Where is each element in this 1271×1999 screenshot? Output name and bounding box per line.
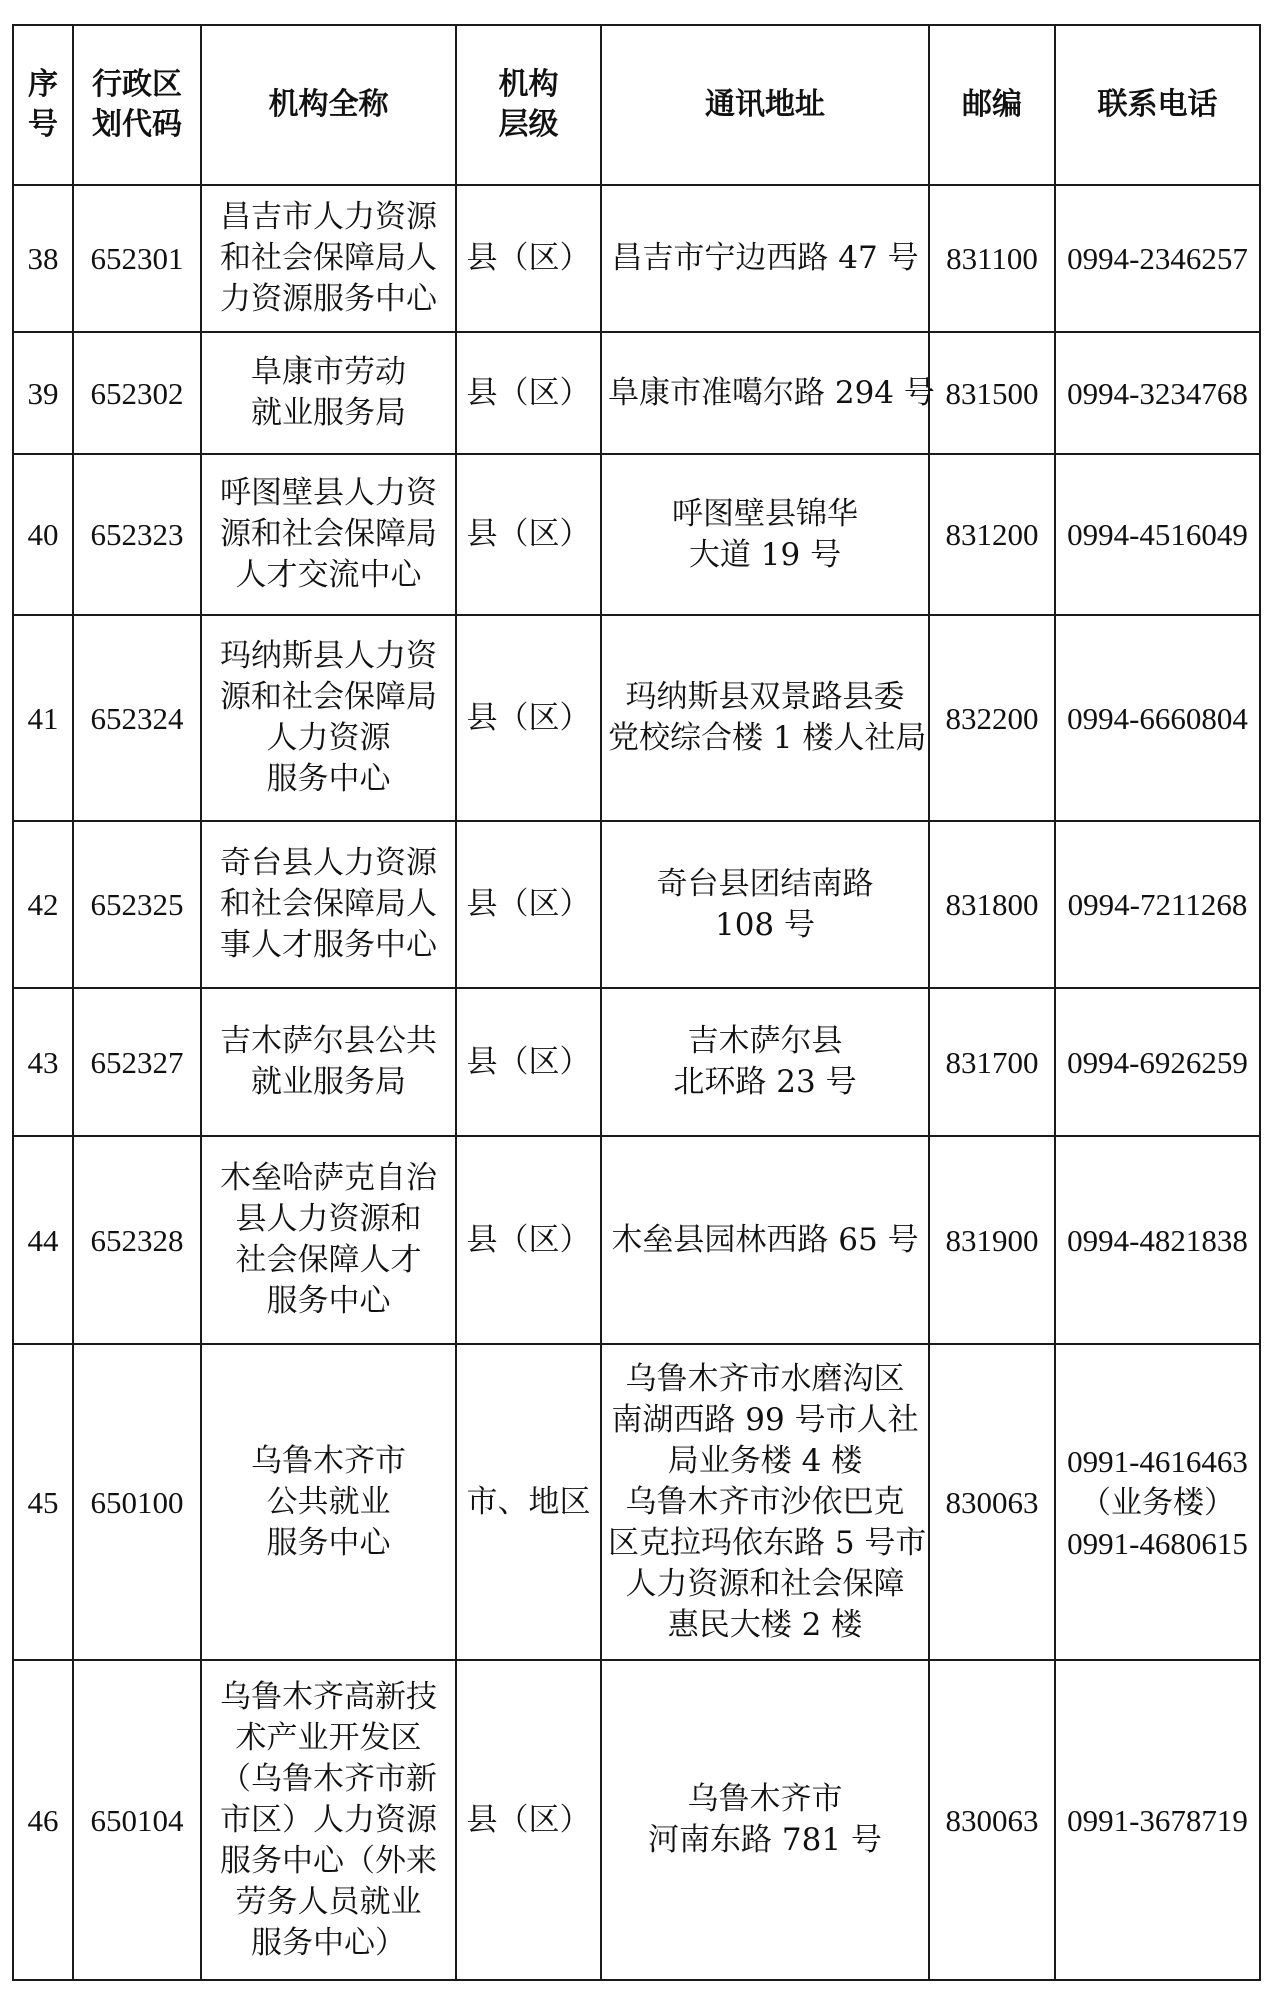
- cell-level: [456, 1344, 601, 1660]
- cell-seq: 45: [13, 1344, 73, 1660]
- cell-postcode: 832200: [929, 615, 1055, 821]
- table-row: [13, 1660, 1260, 1980]
- cell-name-line: （乌鲁木齐市新: [220, 1760, 437, 1797]
- cell-name-line: 乌鲁木齐市: [251, 1442, 406, 1479]
- cell-name-line: 社会保障人才: [235, 1242, 422, 1278]
- table-row: [13, 1344, 1260, 1660]
- cell-level: [456, 821, 601, 988]
- cell-level-line: 县（区）: [466, 374, 591, 411]
- table-row: [13, 821, 1260, 988]
- cell-phone: [1055, 988, 1260, 1136]
- cell-seq: 44: [13, 1136, 73, 1344]
- cell-code: 652302: [73, 332, 201, 454]
- cell-level: [456, 185, 601, 332]
- cell-name-line: 乌鲁木齐高新技: [220, 1678, 437, 1715]
- table-body: [13, 185, 1260, 1980]
- cell-address-line: 乌鲁木齐市水磨沟区: [625, 1360, 905, 1397]
- cell-address: [601, 988, 929, 1136]
- cell-name-line: 和社会保障局人: [220, 240, 437, 276]
- cell-name-line: 和社会保障局人: [220, 886, 437, 922]
- cell-level: [456, 454, 601, 615]
- cell-level: [456, 988, 601, 1136]
- cell-address-line: 河南东路 781 号: [648, 1822, 882, 1858]
- cell-name-line: 阜康市劳动: [251, 354, 406, 390]
- cell-phone: [1055, 1344, 1260, 1660]
- cell-name-line: 服务中心: [266, 761, 391, 797]
- header-name: 机构全称: [201, 25, 456, 185]
- cell-phone: [1055, 1660, 1260, 1980]
- cell-level-line: 县（区）: [466, 699, 591, 736]
- cell-level: [456, 1660, 601, 1980]
- cell-name-line: 呼图壁县人力资: [220, 475, 437, 511]
- cell-code: 652328: [73, 1136, 201, 1344]
- cell-phone: [1055, 454, 1260, 615]
- table-row: [13, 1136, 1260, 1344]
- cell-address: [601, 454, 929, 615]
- cell-name: [201, 332, 456, 454]
- cell-name-line: 源和社会保障局: [220, 679, 437, 715]
- cell-phone-line: 0994-2346257: [1067, 241, 1248, 276]
- cell-postcode: 831500: [929, 332, 1055, 454]
- cell-name: [201, 1660, 456, 1980]
- cell-address-line: 奇台县团结南路: [656, 865, 874, 902]
- cell-code: 652301: [73, 185, 201, 332]
- table-row: [13, 332, 1260, 454]
- cell-name-line: 事人才服务中心: [220, 927, 437, 963]
- cell-address-line: 108 号: [714, 906, 816, 943]
- cell-address-line: 昌吉市宁边西路 47 号: [611, 240, 919, 276]
- cell-name: [201, 615, 456, 821]
- cell-phone-line: 0991-3678719: [1067, 1802, 1248, 1838]
- cell-phone-line: （业务楼）: [1080, 1484, 1235, 1520]
- cell-name-line: 吉木萨尔县公共: [220, 1023, 437, 1059]
- cell-code: 652324: [73, 615, 201, 821]
- cell-phone-line: 0994-4516049: [1067, 517, 1248, 552]
- table-row: [13, 615, 1260, 821]
- cell-seq: 46: [13, 1660, 73, 1980]
- cell-postcode: 831100: [929, 185, 1055, 332]
- cell-phone: [1055, 185, 1260, 332]
- cell-name-line: 公共就业: [266, 1483, 391, 1520]
- cell-name-line: 县人力资源和: [235, 1201, 422, 1237]
- cell-name-line: 玛纳斯县人力资: [220, 638, 437, 674]
- cell-name-line: 服务中心: [266, 1524, 391, 1561]
- institution-table: [12, 24, 1261, 1981]
- cell-level-line: 县（区）: [466, 1221, 591, 1258]
- cell-address: [601, 615, 929, 821]
- cell-postcode: 830063: [929, 1660, 1055, 1980]
- cell-seq: 41: [13, 615, 73, 821]
- header-phone: 联系电话: [1055, 25, 1260, 185]
- cell-name-line: 市区）人力资源: [220, 1801, 437, 1838]
- cell-name-line: 服务中心）: [251, 1924, 406, 1961]
- cell-phone: [1055, 615, 1260, 821]
- cell-name: [201, 1344, 456, 1660]
- cell-level-line: 县（区）: [466, 240, 591, 276]
- cell-level: [456, 332, 601, 454]
- cell-address-line: 北环路 23 号: [673, 1064, 857, 1100]
- cell-name-line: 术产业开发区: [235, 1719, 422, 1756]
- table-row: [13, 988, 1260, 1136]
- header-row: [13, 25, 1260, 185]
- cell-postcode: 831800: [929, 821, 1055, 988]
- cell-phone: [1055, 1136, 1260, 1344]
- cell-address: [601, 1344, 929, 1660]
- cell-name: [201, 821, 456, 988]
- cell-phone: [1055, 332, 1260, 454]
- cell-address-line: 人力资源和社会保障: [625, 1565, 905, 1602]
- cell-phone-line: 0994-4821838: [1067, 1222, 1248, 1258]
- header-code: 行政区 划代码: [73, 25, 201, 185]
- cell-postcode: 831900: [929, 1136, 1055, 1344]
- cell-seq: 38: [13, 185, 73, 332]
- cell-seq: 40: [13, 454, 73, 615]
- cell-phone-line: 0991-4616463: [1067, 1443, 1248, 1479]
- table-row: [13, 185, 1260, 332]
- cell-name-line: 源和社会保障局: [220, 516, 437, 552]
- cell-address-line: 呼图壁县锦华: [672, 495, 858, 532]
- table-row: [13, 454, 1260, 615]
- cell-postcode: 830063: [929, 1344, 1055, 1660]
- cell-code: 652327: [73, 988, 201, 1136]
- cell-name: [201, 988, 456, 1136]
- cell-level-line: 县（区）: [466, 1801, 591, 1838]
- cell-name: [201, 1136, 456, 1344]
- cell-name-line: 力资源服务中心: [220, 281, 437, 317]
- cell-address-line: 党校综合楼 1 楼人社局: [608, 720, 927, 756]
- cell-seq: 39: [13, 332, 73, 454]
- cell-name-line: 劳务人员就业: [235, 1883, 422, 1920]
- cell-phone: [1055, 821, 1260, 988]
- cell-name-line: 奇台县人力资源: [220, 845, 437, 881]
- cell-seq: 43: [13, 988, 73, 1136]
- cell-name-line: 就业服务局: [251, 1064, 406, 1100]
- cell-level-line: 县（区）: [466, 1043, 591, 1080]
- cell-address: [601, 1136, 929, 1344]
- cell-address-line: 玛纳斯县双景路县委: [625, 679, 905, 715]
- cell-address-line: 局业务楼 4 楼: [667, 1442, 863, 1479]
- cell-address-line: 惠民大楼 2 楼: [667, 1606, 863, 1643]
- cell-postcode: 831200: [929, 454, 1055, 615]
- cell-address-line: 吉木萨尔县: [687, 1023, 843, 1059]
- cell-address: [601, 1660, 929, 1980]
- cell-address-line: 阜康市准噶尔路 294 号: [608, 374, 935, 411]
- cell-name-line: 人才交流中心: [235, 557, 422, 593]
- cell-address-line: 南湖西路 99 号市人社: [611, 1401, 919, 1438]
- cell-phone-line: 0994-7211268: [1067, 887, 1248, 922]
- cell-address: [601, 821, 929, 988]
- cell-address-line: 大道 19 号: [688, 536, 842, 573]
- cell-address: [601, 185, 929, 332]
- cell-address-line: 乌鲁木齐市沙依巴克: [625, 1483, 905, 1520]
- cell-code: 652323: [73, 454, 201, 615]
- cell-name-line: 人力资源: [266, 720, 391, 756]
- cell-address: [601, 332, 935, 454]
- cell-code: 650100: [73, 1344, 201, 1660]
- cell-address-line: 区克拉玛依东路 5 号市: [608, 1524, 927, 1561]
- cell-level-line: 县（区）: [466, 516, 591, 552]
- header-address: 通讯地址: [601, 25, 929, 185]
- cell-address-line: 乌鲁木齐市: [687, 1781, 843, 1817]
- cell-name-line: 就业服务局: [251, 395, 406, 431]
- cell-seq: 42: [13, 821, 73, 988]
- cell-phone-line: 0994-6660804: [1067, 700, 1248, 736]
- cell-level: [456, 615, 601, 821]
- cell-address-line: 木垒县园林西路 65 号: [611, 1221, 919, 1258]
- cell-name-line: 木垒哈萨克自治: [220, 1160, 437, 1196]
- cell-level: [456, 1136, 601, 1344]
- cell-phone-line: 0994-3234768: [1067, 375, 1248, 411]
- cell-postcode: 831700: [929, 988, 1055, 1136]
- cell-name: [201, 454, 456, 615]
- cell-name-line: 昌吉市人力资源: [220, 199, 437, 235]
- cell-phone-line: 0994-6926259: [1067, 1044, 1248, 1080]
- header-seq: 序 号: [13, 25, 73, 185]
- cell-level-line: 市、地区: [466, 1483, 591, 1520]
- cell-name-line: 服务中心（外来: [220, 1842, 437, 1879]
- header-postcode: 邮编: [929, 25, 1055, 185]
- cell-name: [201, 185, 456, 332]
- header-level: 机构 层级: [456, 25, 601, 185]
- cell-name-line: 服务中心: [266, 1283, 391, 1319]
- cell-code: 652325: [73, 821, 201, 988]
- cell-code: 650104: [73, 1660, 201, 1980]
- cell-level-line: 县（区）: [466, 886, 591, 922]
- cell-phone-line: 0991-4680615: [1067, 1525, 1248, 1561]
